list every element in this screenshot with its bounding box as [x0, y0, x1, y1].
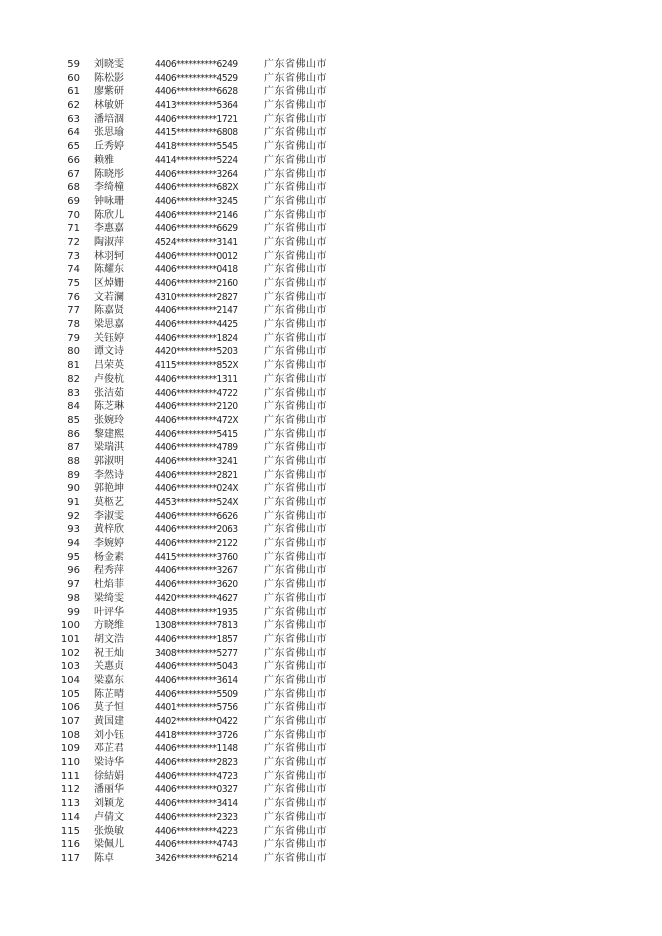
id-number: 4401**********5756 — [155, 702, 238, 714]
address: 广东省佛山市 — [264, 72, 327, 84]
person-name: 黎建熙 — [94, 428, 124, 440]
address: 广东省佛山市 — [264, 86, 327, 98]
table-row — [0, 99, 662, 113]
id-number: 4406**********682X — [155, 182, 239, 194]
table-row — [0, 811, 662, 825]
address: 广东省佛山市 — [264, 209, 327, 221]
address: 广东省佛山市 — [264, 688, 327, 700]
address: 广东省佛山市 — [264, 469, 327, 481]
person-name: 程秀萍 — [94, 565, 124, 577]
row-number: 80 — [67, 346, 80, 358]
address: 广东省佛山市 — [264, 674, 327, 686]
table-row — [0, 797, 662, 811]
row-number: 97 — [67, 579, 80, 591]
table-row — [0, 496, 662, 510]
id-number: 4406**********2147 — [155, 305, 238, 317]
row-number: 84 — [67, 401, 80, 413]
person-name: 刘颖龙 — [94, 798, 124, 810]
id-number: 1308**********7813 — [155, 620, 238, 632]
person-name: 杜焰菲 — [94, 579, 124, 591]
table-row — [0, 537, 662, 551]
row-number: 91 — [67, 497, 80, 508]
table-row — [0, 838, 662, 852]
address: 广东省佛山市 — [264, 332, 327, 344]
row-number: 100 — [60, 620, 80, 632]
id-number: 4406**********1857 — [155, 633, 238, 645]
address: 广东省佛山市 — [264, 319, 327, 331]
table-row — [0, 126, 662, 140]
address: 广东省佛山市 — [264, 154, 327, 166]
table-row — [0, 852, 662, 866]
table-row — [0, 715, 662, 729]
person-name: 赖雅 — [94, 154, 114, 166]
address: 广东省佛山市 — [264, 387, 327, 399]
row-number: 90 — [67, 483, 80, 495]
person-name: 丘秀婷 — [94, 141, 124, 153]
person-name: 黄国建 — [94, 716, 124, 727]
table-row — [0, 250, 662, 264]
person-name: 陈耀东 — [94, 264, 124, 276]
id-number: 4415**********6808 — [155, 127, 238, 139]
address: 广东省佛山市 — [264, 729, 327, 741]
address: 广东省佛山市 — [264, 195, 327, 207]
table-row — [0, 373, 662, 387]
row-number: 66 — [67, 154, 80, 166]
address: 广东省佛山市 — [264, 716, 327, 727]
id-number: 4406**********472X — [155, 414, 239, 426]
address: 广东省佛山市 — [264, 770, 327, 782]
person-name: 方晓维 — [94, 620, 124, 632]
person-name: 李婉婷 — [94, 538, 124, 550]
address: 广东省佛山市 — [264, 497, 327, 508]
row-number: 75 — [67, 278, 80, 289]
row-number: 111 — [60, 770, 80, 782]
id-number: 4402**********0422 — [155, 716, 238, 727]
address: 广东省佛山市 — [264, 100, 327, 112]
table-row — [0, 400, 662, 414]
address: 广东省佛山市 — [264, 113, 327, 125]
row-number: 95 — [67, 551, 80, 563]
row-number: 73 — [67, 250, 80, 262]
row-number: 81 — [67, 360, 80, 372]
id-number: 4406**********4425 — [155, 319, 238, 331]
table-row — [0, 701, 662, 715]
table-row — [0, 633, 662, 647]
id-number: 4406**********2821 — [155, 469, 238, 481]
table-row — [0, 304, 662, 318]
id-number: 4406**********1824 — [155, 332, 238, 344]
address: 广东省佛山市 — [264, 743, 327, 755]
table-row — [0, 277, 662, 291]
address: 广东省佛山市 — [264, 141, 327, 153]
address: 广东省佛山市 — [264, 442, 327, 454]
address: 广东省佛山市 — [264, 236, 327, 248]
row-number: 99 — [67, 606, 80, 618]
id-number: 4406**********6626 — [155, 510, 238, 522]
table-row — [0, 236, 662, 250]
id-number: 4406**********2122 — [155, 538, 238, 550]
address: 广东省佛山市 — [264, 606, 327, 618]
address: 广东省佛山市 — [264, 373, 327, 385]
person-name: 陈芷晴 — [94, 688, 124, 700]
address: 广东省佛山市 — [264, 305, 327, 317]
row-number: 61 — [67, 86, 80, 98]
address: 广东省佛山市 — [264, 223, 327, 235]
person-name: 谭文诗 — [94, 346, 124, 358]
table-row — [0, 263, 662, 277]
row-number: 86 — [67, 428, 80, 440]
row-number: 109 — [60, 743, 80, 755]
table-row — [0, 592, 662, 606]
row-number: 82 — [67, 373, 80, 385]
row-number: 74 — [67, 264, 80, 276]
person-name: 梁思嘉 — [94, 319, 124, 331]
id-number: 4406**********4723 — [155, 770, 238, 782]
row-number: 85 — [67, 414, 80, 426]
row-number: 64 — [67, 127, 80, 139]
row-number: 83 — [67, 387, 80, 399]
address: 广东省佛山市 — [264, 565, 327, 577]
roster-table — [0, 58, 662, 866]
person-name: 关惠贞 — [94, 661, 124, 673]
row-number: 62 — [67, 100, 80, 112]
id-number: 4406**********1311 — [155, 373, 238, 385]
id-number: 4310**********2827 — [155, 291, 238, 303]
address: 广东省佛山市 — [264, 182, 327, 194]
id-number: 4414**********5224 — [155, 154, 238, 166]
id-number: 4420**********5203 — [155, 346, 238, 358]
person-name: 卢倩文 — [94, 811, 124, 823]
person-name: 郭艳坤 — [94, 483, 124, 495]
address: 广东省佛山市 — [264, 784, 327, 796]
table-row — [0, 222, 662, 236]
table-row — [0, 619, 662, 633]
person-name: 叶评华 — [94, 606, 124, 618]
person-name: 邓芷君 — [94, 743, 124, 755]
person-name: 张思瑜 — [94, 127, 124, 139]
address: 广东省佛山市 — [264, 414, 327, 426]
row-number: 116 — [60, 839, 80, 851]
row-number: 115 — [60, 825, 80, 837]
person-name: 李惠嘉 — [94, 223, 124, 235]
row-number: 87 — [67, 442, 80, 454]
row-number: 112 — [60, 784, 80, 796]
id-number: 4406**********5415 — [155, 428, 238, 440]
person-name: 黄梓欣 — [94, 524, 124, 536]
id-number: 4406**********4722 — [155, 387, 238, 399]
id-number: 4406**********0012 — [155, 250, 238, 262]
row-number: 88 — [67, 455, 80, 467]
id-number: 4406**********1148 — [155, 743, 238, 755]
person-name: 胡文浩 — [94, 633, 124, 645]
id-number: 4406**********5043 — [155, 661, 238, 673]
address: 广东省佛山市 — [264, 661, 327, 673]
address: 广东省佛山市 — [264, 702, 327, 714]
id-number: 4406**********3264 — [155, 168, 238, 180]
table-row — [0, 825, 662, 839]
row-number: 117 — [60, 852, 80, 864]
person-name: 钟咏珊 — [94, 195, 124, 207]
row-number: 69 — [67, 195, 80, 207]
table-row — [0, 387, 662, 401]
address: 广东省佛山市 — [264, 59, 327, 70]
person-name: 潘培涸 — [94, 113, 124, 125]
person-name: 梁绮雯 — [94, 592, 124, 604]
address: 广东省佛山市 — [264, 839, 327, 851]
table-row — [0, 414, 662, 428]
address: 广东省佛山市 — [264, 633, 327, 645]
id-number: 4406**********6628 — [155, 86, 238, 98]
person-name: 刘小钰 — [94, 729, 124, 741]
id-number: 4418**********5545 — [155, 141, 238, 153]
address: 广东省佛山市 — [264, 647, 327, 659]
id-number: 4406**********3241 — [155, 455, 238, 467]
table-row — [0, 551, 662, 565]
id-number: 4406**********4789 — [155, 442, 238, 454]
address: 广东省佛山市 — [264, 168, 327, 180]
id-number: 4406**********6629 — [155, 223, 238, 235]
address: 广东省佛山市 — [264, 428, 327, 440]
row-number: 96 — [67, 565, 80, 577]
address: 广东省佛山市 — [264, 291, 327, 303]
id-number: 4406**********4529 — [155, 72, 238, 84]
person-name: 刘晓雯 — [94, 59, 124, 70]
address: 广东省佛山市 — [264, 524, 327, 536]
row-number: 63 — [67, 113, 80, 125]
table-row — [0, 195, 662, 209]
row-number: 72 — [67, 236, 80, 248]
address: 广东省佛山市 — [264, 811, 327, 823]
id-number: 4406**********3620 — [155, 579, 238, 591]
row-number: 79 — [67, 332, 80, 344]
person-name: 卢俊杭 — [94, 373, 124, 385]
id-number: 3408**********5277 — [155, 647, 238, 659]
id-number: 4406**********3245 — [155, 195, 238, 207]
person-name: 林敏妍 — [94, 100, 124, 112]
table-row — [0, 674, 662, 688]
id-number: 4406**********024X — [155, 483, 239, 495]
id-number: 4406**********4223 — [155, 825, 238, 837]
address: 广东省佛山市 — [264, 455, 327, 467]
person-name: 祝王灿 — [94, 647, 124, 659]
id-number: 4408**********1935 — [155, 606, 238, 618]
id-number: 4406**********1721 — [155, 113, 238, 125]
table-row — [0, 578, 662, 592]
person-name: 李淑雯 — [94, 510, 124, 522]
person-name: 吕荣英 — [94, 360, 124, 372]
id-number: 4406**********3267 — [155, 565, 238, 577]
table-row — [0, 441, 662, 455]
person-name: 杨金素 — [94, 551, 124, 563]
row-number: 92 — [67, 510, 80, 522]
table-row — [0, 564, 662, 578]
row-number: 77 — [67, 305, 80, 317]
table-row — [0, 140, 662, 154]
address: 广东省佛山市 — [264, 852, 327, 864]
table-row — [0, 770, 662, 784]
table-row — [0, 72, 662, 86]
row-number: 113 — [60, 798, 80, 810]
person-name: 张婉玲 — [94, 414, 124, 426]
table-row — [0, 647, 662, 661]
row-number: 105 — [60, 688, 80, 700]
address: 广东省佛山市 — [264, 278, 327, 289]
address: 广东省佛山市 — [264, 757, 327, 769]
id-number: 4413**********5364 — [155, 100, 238, 112]
id-number: 4406**********2063 — [155, 524, 238, 536]
table-row — [0, 154, 662, 168]
id-number: 4406**********0327 — [155, 784, 238, 796]
row-number: 104 — [60, 674, 80, 686]
table-row — [0, 291, 662, 305]
id-number: 4406**********2160 — [155, 278, 238, 289]
person-name: 张洁茹 — [94, 387, 124, 399]
address: 广东省佛山市 — [264, 264, 327, 276]
address: 广东省佛山市 — [264, 798, 327, 810]
id-number: 4406**********3614 — [155, 674, 238, 686]
person-name: 李绮橦 — [94, 182, 124, 194]
id-number: 4420**********4627 — [155, 592, 238, 604]
table-row — [0, 482, 662, 496]
person-name: 李然诗 — [94, 469, 124, 481]
table-row — [0, 209, 662, 223]
person-name: 陈晓彤 — [94, 168, 124, 180]
id-number: 4453**********524X — [155, 497, 239, 508]
id-number: 4406**********5509 — [155, 688, 238, 700]
row-number: 107 — [60, 716, 80, 727]
row-number: 114 — [60, 811, 80, 823]
row-number: 76 — [67, 291, 80, 303]
table-row — [0, 113, 662, 127]
row-number: 60 — [67, 72, 80, 84]
person-name: 徐結娟 — [94, 770, 124, 782]
id-number: 3426**********6214 — [155, 852, 238, 864]
id-number: 4406**********3414 — [155, 798, 238, 810]
address: 广东省佛山市 — [264, 127, 327, 139]
person-name: 廖紫研 — [94, 86, 124, 98]
person-name: 陶淑萍 — [94, 236, 124, 248]
row-number: 70 — [67, 209, 80, 221]
address: 广东省佛山市 — [264, 401, 327, 413]
address: 广东省佛山市 — [264, 510, 327, 522]
row-number: 65 — [67, 141, 80, 153]
address: 广东省佛山市 — [264, 579, 327, 591]
address: 广东省佛山市 — [264, 250, 327, 262]
id-number: 4406**********2823 — [155, 757, 238, 769]
person-name: 潘丽华 — [94, 784, 124, 796]
row-number: 106 — [60, 702, 80, 714]
table-row — [0, 428, 662, 442]
table-row — [0, 469, 662, 483]
table-row — [0, 455, 662, 469]
address: 广东省佛山市 — [264, 551, 327, 563]
person-name: 陈卓 — [94, 852, 114, 864]
person-name: 林羽轲 — [94, 250, 124, 262]
address: 广东省佛山市 — [264, 360, 327, 372]
table-row — [0, 688, 662, 702]
address: 广东省佛山市 — [264, 620, 327, 632]
row-number: 94 — [67, 538, 80, 550]
table-row — [0, 345, 662, 359]
person-name: 张焕敏 — [94, 825, 124, 837]
person-name: 陈松影 — [94, 72, 124, 84]
table-row — [0, 181, 662, 195]
table-row — [0, 85, 662, 99]
address: 广东省佛山市 — [264, 592, 327, 604]
table-row — [0, 510, 662, 524]
id-number: 4406**********2120 — [155, 401, 238, 413]
row-number: 89 — [67, 469, 80, 481]
table-row — [0, 168, 662, 182]
id-number: 4406**********0418 — [155, 264, 238, 276]
id-number: 4418**********3726 — [155, 729, 238, 741]
id-number: 4406**********2146 — [155, 209, 238, 221]
person-name: 文若澜 — [94, 291, 124, 303]
row-number: 110 — [60, 757, 80, 769]
id-number: 4524**********3141 — [155, 236, 238, 248]
person-name: 梁诗华 — [94, 757, 124, 769]
table-row — [0, 606, 662, 620]
table-row — [0, 783, 662, 797]
person-name: 梁嘉东 — [94, 674, 124, 686]
row-number: 98 — [67, 592, 80, 604]
person-name: 梁瑞淇 — [94, 442, 124, 454]
table-row — [0, 332, 662, 346]
row-number: 93 — [67, 524, 80, 536]
id-number: 4406**********2323 — [155, 811, 238, 823]
row-number: 67 — [67, 168, 80, 180]
id-number: 4406**********6249 — [155, 59, 238, 70]
table-row — [0, 742, 662, 756]
id-number: 4406**********4743 — [155, 839, 238, 851]
id-number: 4115**********852X — [155, 360, 239, 372]
person-name: 关钰婷 — [94, 332, 124, 344]
row-number: 78 — [67, 319, 80, 331]
table-row — [0, 523, 662, 537]
table-row — [0, 756, 662, 770]
row-number: 71 — [67, 223, 80, 235]
person-name: 区焯姗 — [94, 278, 124, 289]
id-number: 4415**********3760 — [155, 551, 238, 563]
person-name: 莫子恒 — [94, 702, 124, 714]
table-row — [0, 359, 662, 373]
row-number: 68 — [67, 182, 80, 194]
table-row — [0, 318, 662, 332]
address: 广东省佛山市 — [264, 538, 327, 550]
person-name: 莫柩艺 — [94, 497, 124, 508]
address: 广东省佛山市 — [264, 483, 327, 495]
address: 广东省佛山市 — [264, 346, 327, 358]
row-number: 102 — [60, 647, 80, 659]
table-row — [0, 729, 662, 743]
person-name: 陈欣儿 — [94, 209, 124, 221]
person-name: 陈嘉贤 — [94, 305, 124, 317]
table-row — [0, 58, 662, 72]
row-number: 103 — [60, 661, 80, 673]
person-name: 梁佩儿 — [94, 839, 124, 851]
row-number: 59 — [67, 59, 80, 70]
person-name: 陈芝琳 — [94, 401, 124, 413]
table-row — [0, 660, 662, 674]
row-number: 101 — [60, 633, 80, 645]
row-number: 108 — [60, 729, 80, 741]
address: 广东省佛山市 — [264, 825, 327, 837]
person-name: 郭淑明 — [94, 455, 124, 467]
